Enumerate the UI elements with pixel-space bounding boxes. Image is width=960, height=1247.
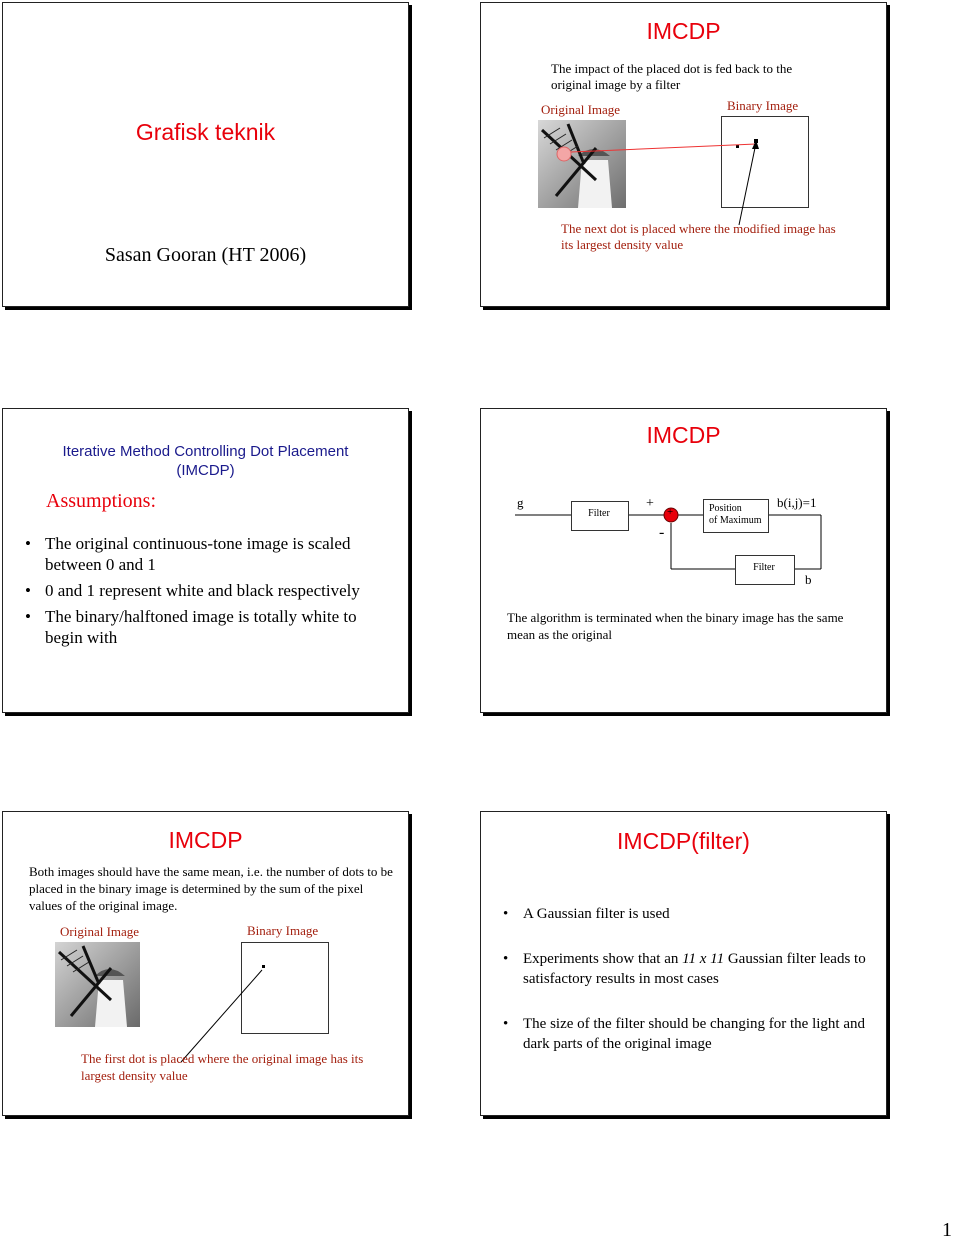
slide-title: IMCDP(filter) <box>617 828 750 854</box>
binary-image-label: Binary Image <box>247 923 319 938</box>
filter-label-1: Filter <box>588 508 610 519</box>
block-diagram-lines <box>481 409 888 714</box>
output-b: b <box>805 572 812 587</box>
mean-text: Both images should have the same mean, i.e. the number of dots to be placed in the binary image is determined by the sum of the pixel values of the original image. <box>29 864 393 913</box>
assumptions-label: Assumptions: <box>46 490 157 512</box>
input-g: g <box>517 495 524 510</box>
page-number: 1 <box>942 1219 952 1241</box>
slide-title <box>2 2 409 307</box>
binary-image-label: Binary Image <box>727 98 799 113</box>
first-dot-text: The first dot is placed where the original image has its largest density value <box>81 1051 364 1083</box>
slide-title: IMCDP <box>168 827 243 853</box>
slide-title: IMCDP <box>646 18 721 44</box>
slide-imcdp-mean <box>2 811 409 1116</box>
slide-heading: Iterative Method Controlling Dot Placement (IMCDP) <box>62 443 349 479</box>
slide-imcdp-feedback <box>480 2 887 307</box>
sum-junction-label: + <box>667 506 674 518</box>
termination-text: The algorithm is terminated when the binary image has the same mean as the original <box>507 610 844 642</box>
filter-bullet: • The size of the filter should be changing for the light and dark parts of the original image <box>503 1016 865 1052</box>
plus-sign: + <box>646 496 654 511</box>
position-label-1: Position <box>709 503 742 514</box>
filter-bullets <box>501 904 871 1054</box>
output-label: b(i,j)=1 <box>777 495 817 510</box>
slide-imcdp-diagram <box>480 408 887 713</box>
next-dot-text: The next dot is placed where the modified image has its largest density value <box>561 221 836 252</box>
feedback-text: The impact of the placed dot is fed back to the original image by a filter <box>551 61 793 92</box>
assumption-item: • The binary/halftoned image is totally white to begin with <box>25 607 357 647</box>
assumption-item: • 0 and 1 represent white and black respectively <box>25 581 360 600</box>
feedback-arrows <box>481 3 888 308</box>
slide-assumptions <box>2 408 409 713</box>
slide-imcdp-filter <box>480 811 887 1116</box>
original-image-label: Original Image <box>541 102 621 117</box>
filter-bullet: • Experiments show that an 11 x 11 Gaussian filter leads to satisfactory results in most cases <box>503 951 866 987</box>
slide-title: IMCDP <box>646 422 721 448</box>
minus-sign: - <box>659 524 665 541</box>
assumption-item: • The original continuous-tone image is scaled between 0 and 1 <box>25 534 351 574</box>
filter-label-2: Filter <box>753 562 775 573</box>
original-image-label: Original Image <box>60 924 140 939</box>
author-line: Sasan Gooran (HT 2006) <box>104 244 307 266</box>
assumption-list <box>23 533 393 648</box>
presentation-title: Grafisk teknik <box>135 119 276 145</box>
position-label-2: of Maximum <box>709 515 762 526</box>
filter-bullet: • A Gaussian filter is used <box>503 906 670 922</box>
